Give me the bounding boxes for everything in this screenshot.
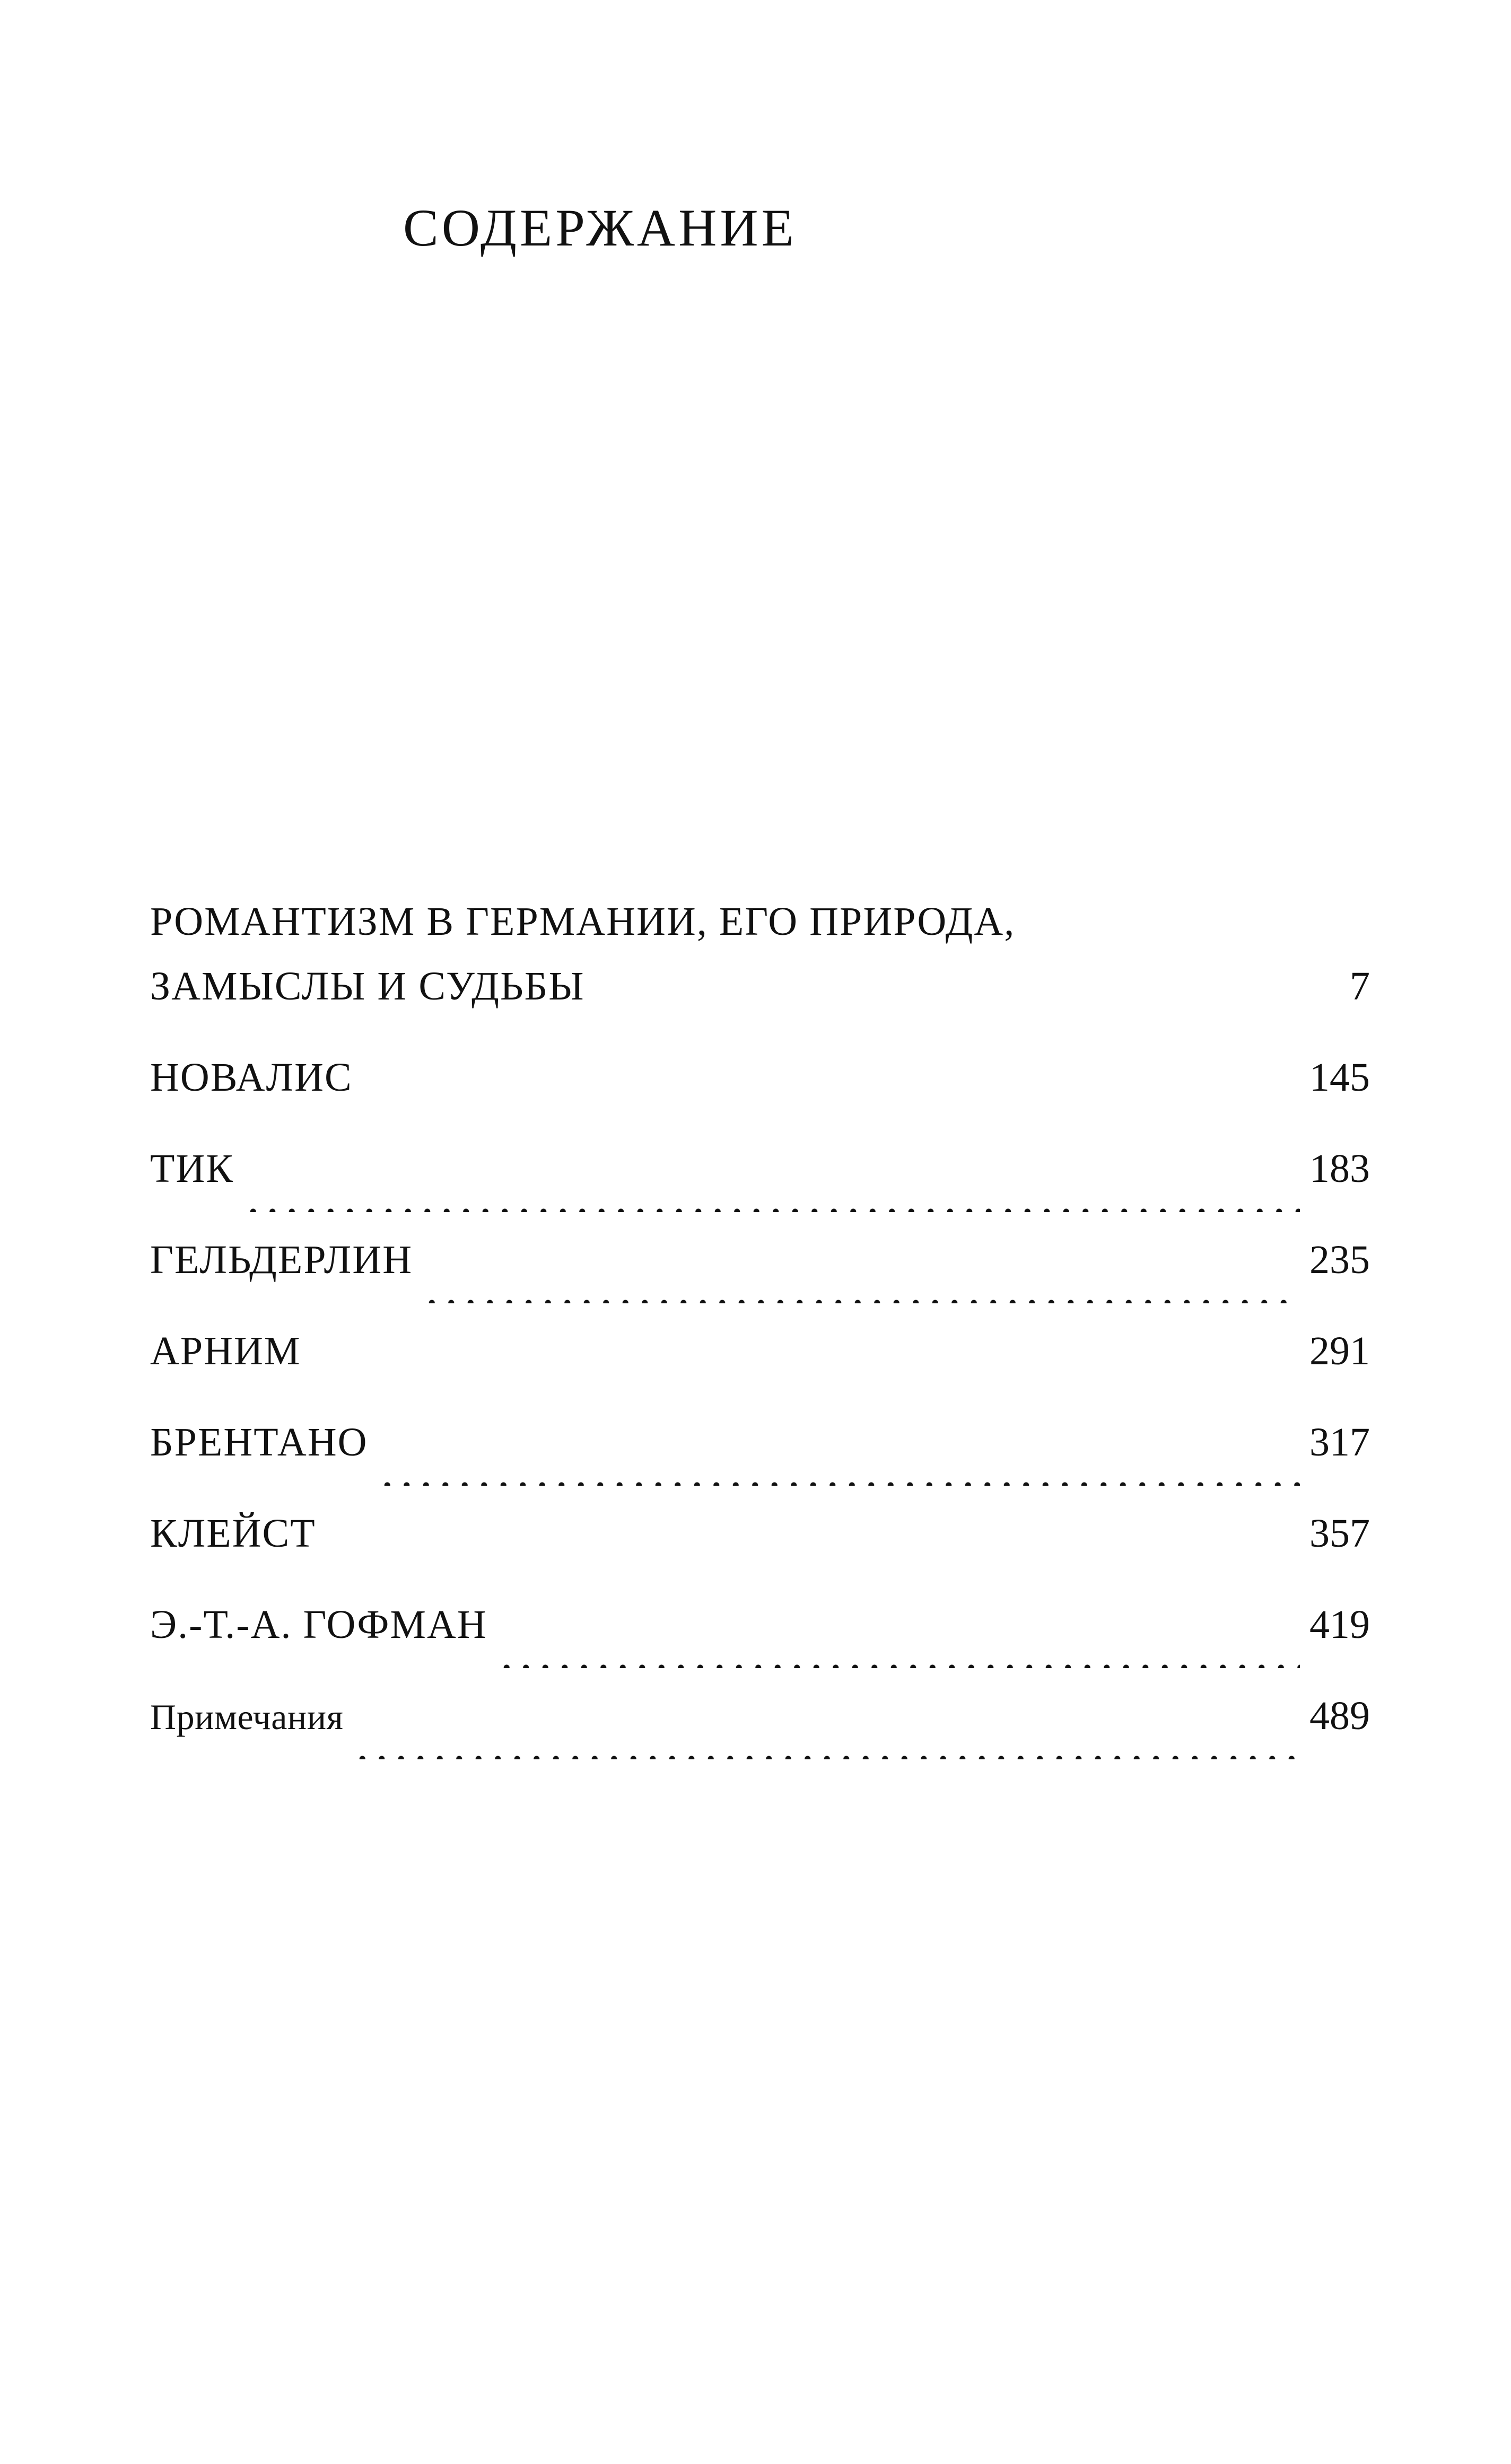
entry-page-number: 7 <box>1350 964 1370 1009</box>
entry-title-line1: РОМАНТИЗМ В ГЕРМАНИИ, ЕГО ПРИРОДА, <box>150 899 1016 944</box>
toc-entry-kleist[interactable] <box>150 1513 1370 1577</box>
page-title: СОДЕРЖАНИЕ <box>403 198 797 257</box>
entry-leader <box>422 1272 1300 1303</box>
toc-entry-arnim[interactable] <box>150 1331 1370 1395</box>
entry-title: АРНИМ <box>150 1329 301 1373</box>
toc-entry-novalis[interactable] <box>150 1057 1370 1121</box>
entry-page-number: 145 <box>1309 1055 1370 1100</box>
entry-page-number: 291 <box>1309 1329 1370 1373</box>
entry-page-number: 489 <box>1309 1694 1370 1738</box>
toc-entry-hoelderlin[interactable] <box>150 1240 1370 1303</box>
toc-entry-tieck[interactable] <box>150 1148 1370 1212</box>
entry-leader <box>353 1728 1300 1759</box>
toc-entry-brentano[interactable] <box>150 1422 1370 1486</box>
entry-title: Э.-Т.-А. ГОФМАН <box>150 1602 487 1647</box>
table-of-contents <box>150 901 1370 1759</box>
entry-page-number: 183 <box>1309 1146 1370 1191</box>
entry-page-number: 419 <box>1309 1602 1370 1647</box>
entry-title: БРЕНТАНО <box>150 1420 368 1465</box>
toc-entry-hoffmann[interactable] <box>150 1604 1370 1668</box>
toc-entry-romanticism[interactable] <box>150 901 1370 1030</box>
entry-page-number: 357 <box>1309 1511 1370 1556</box>
entry-leader <box>378 1454 1300 1486</box>
entry-leader <box>243 1180 1300 1212</box>
entry-page-number: 317 <box>1309 1420 1370 1465</box>
entry-title: Примечания <box>150 1697 344 1737</box>
toc-entry-notes[interactable] <box>150 1696 1370 1759</box>
entry-title: НОВАЛИС <box>150 1055 353 1100</box>
entry-page-number: 235 <box>1309 1238 1370 1282</box>
entry-leader <box>497 1636 1300 1668</box>
entry-title: ЗАМЫСЛЫ И СУДЬБЫ <box>150 964 585 1009</box>
entry-title: ГЕЛЬДЕРЛИН <box>150 1238 413 1282</box>
entry-title: ТИК <box>150 1146 234 1191</box>
entry-title: КЛЕЙСТ <box>150 1511 316 1556</box>
